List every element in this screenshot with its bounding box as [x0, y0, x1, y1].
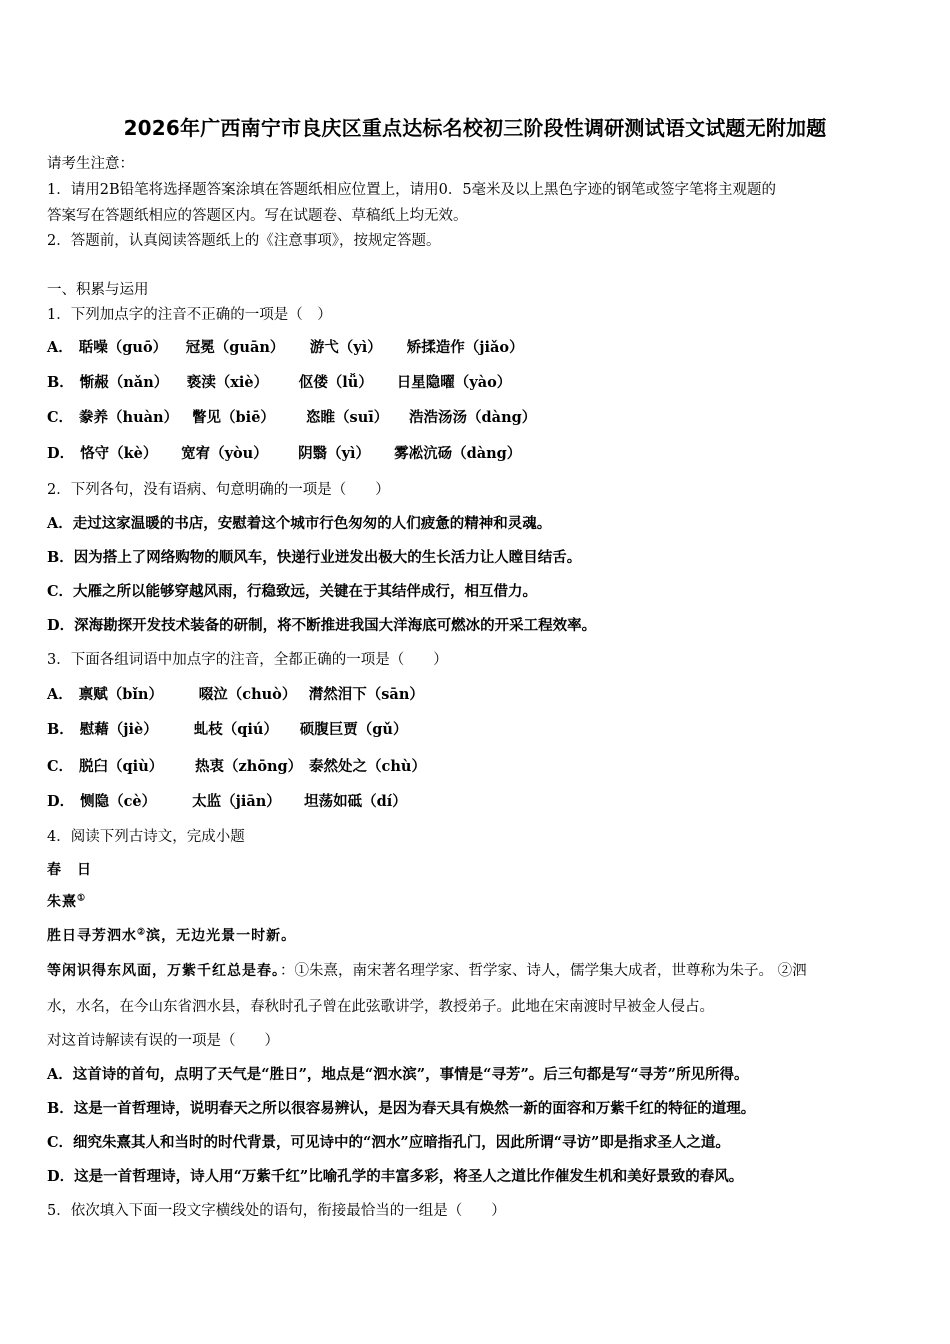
option-key: A． [47, 686, 73, 703]
poem-text: 滨，无边光景一时新。 [146, 928, 297, 944]
section-heading: 一、积累与运用 [47, 282, 149, 298]
q1-option-b [47, 371, 511, 392]
q4-option-c: C．细究朱熹其人和当时的时代背景，可见诗中的“泗水”应暗指孔门，因此所谓“寻访”即是指求圣人之道。 [47, 1134, 730, 1151]
option-key: B． [47, 721, 74, 738]
option-item: 阴翳（yì） [298, 445, 371, 462]
poem-line-2-with-notes [47, 959, 807, 980]
option-item: 矫揉造作（jiǎo） [406, 339, 524, 356]
option-key: D． [47, 445, 75, 462]
q5-stem: 5．依次填入下面一段文字横线处的语句，衔接最恰当的一组是（ ） [47, 1203, 506, 1219]
option-key: C． [47, 758, 74, 775]
q3-option-d [47, 790, 407, 811]
option-item: 太监（jiān） [192, 793, 281, 810]
option-item: 泰然处之（chù） [309, 758, 426, 775]
q4-option-b: B．这是一首哲理诗，说明春天之所以很容易辨认，是因为春天具有焕然一新的面容和万紫千红的特征的道理。 [47, 1100, 756, 1117]
option-item: 日星隐曜（yào） [396, 374, 512, 391]
q2-option-c: C．大雁之所以能够穿越风雨，行稳致远，关键在于其结伴成行，相互借力。 [47, 583, 538, 600]
poem-author [47, 891, 86, 911]
option-item: 豢养（huàn） [79, 409, 179, 426]
q2-option-a: A．走过这家温暖的书店，安慰着这个城市行色匆匆的人们疲惫的精神和灵魂。 [47, 515, 552, 532]
option-key: C． [47, 409, 74, 426]
option-item: 恣睢（suī） [306, 409, 389, 426]
notice-heading: 请考生注意： [47, 156, 134, 172]
option-key: B． [47, 374, 74, 391]
option-item: 啜泣（chuò） [198, 686, 297, 703]
option-item: 游弋（yì） [309, 339, 382, 356]
q3-option-b [47, 718, 407, 739]
q3-option-a [47, 683, 424, 704]
option-item: 宽宥（yòu） [181, 445, 268, 462]
q4-stem: 4．阅读下列古诗文，完成小题 [47, 829, 245, 845]
page-title: 2026年广西南宁市良庆区重点达标名校初三阶段性调研测试语文试题无附加题 [123, 116, 827, 140]
q1-stem: 1．下列加点字的注音不正确的一项是（ ） [47, 307, 332, 323]
option-item: 惭赧（nǎn） [79, 374, 169, 391]
option-item: 硕腹巨贾（gǔ） [299, 721, 408, 738]
option-item: 虬枝（qiú） [193, 721, 278, 738]
q4-option-d: D．这是一首哲理诗，诗人用“万紫千红”比喻孔学的丰富多彩，将圣人之道比作催发生机和美好景致的春风。 [47, 1168, 744, 1185]
annotation-text: ：①朱熹，南宋著名理学家、哲学家、诗人，儒学集大成者，世尊称为朱子。 ②泗 [280, 963, 807, 979]
option-item: 慰藉（jiè） [79, 721, 158, 738]
q4-ask: 对这首诗解读有误的一项是（ ） [47, 1033, 279, 1049]
poem-title: 春 日 [47, 862, 92, 878]
q4-option-a: A．这首诗的首句，点明了天气是“胜日”，地点是“泗水滨”，事情是“寻芳”。后三句都是写“寻芳”所见所得。 [47, 1066, 749, 1083]
poem-author-name: 朱熹 [47, 894, 77, 910]
option-item: 聒噪（guō） [78, 339, 168, 356]
option-item: 坦荡如砥（dí） [304, 793, 407, 810]
option-item: 瞥见（biē） [192, 409, 275, 426]
notice-line-2: 2．答题前，认真阅读答题纸上的《注意事项》，按规定答题。 [47, 233, 441, 249]
option-item: 热衷（zhōng） [195, 758, 303, 775]
option-item: 禀赋（bǐn） [78, 686, 163, 703]
option-item: 恪守（kè） [80, 445, 158, 462]
notice-line-1b: 答案写在答题纸相应的答题区内。写在试题卷、草稿纸上均无效。 [47, 208, 468, 224]
option-item: 伛偻（lǚ） [298, 374, 373, 391]
poem-text: 胜日寻芳泗水 [47, 928, 137, 944]
option-item: 冠冕（guān） [185, 339, 285, 356]
option-item: 潸然泪下（sān） [308, 686, 424, 703]
option-item: 浩浩汤汤（dàng） [409, 409, 537, 426]
q3-stem: 3．下面各组词语中加点字的注音，全都正确的一项是（ ） [47, 652, 448, 668]
poem-text: 等闲识得东风面，万紫千红总是春。 [47, 963, 280, 979]
annotation-line-2: 水，水名，在今山东省泗水县，春秋时孔子曾在此弦歌讲学，教授弟子。此地在宋南渡时早被金人侵占。 [47, 999, 714, 1015]
option-item: 亵渎（xiè） [186, 374, 269, 391]
option-key: A． [47, 339, 73, 356]
q3-option-c [47, 755, 426, 776]
option-item: 恻隐（cè） [80, 793, 157, 810]
q2-option-b: B．因为搭上了网络购物的顺风车，快递行业迸发出极大的生长活力让人瞠目结舌。 [47, 549, 582, 566]
footnote-marker: ② [137, 927, 147, 938]
option-key: D． [47, 793, 75, 810]
q1-option-c [47, 406, 536, 427]
footnote-marker: ① [77, 893, 87, 904]
q2-stem: 2．下列各句，没有语病、句意明确的一项是（ ） [47, 482, 390, 498]
notice-line-1a: 1．请用2B铅笔将选择题答案涂填在答题纸相应位置上，请用0．5毫米及以上黑色字迹的钢笔或签字笔将主观题的 [47, 182, 777, 198]
option-item: 脱臼（qiù） [79, 758, 164, 775]
option-item: 雾凇沆砀（dàng） [394, 445, 522, 462]
poem-line-1 [47, 925, 296, 945]
q1-option-a [47, 336, 524, 357]
q2-option-d: D．深海勘探开发技术装备的研制，将不断推进我国大洋海底可燃冰的开采工程效率。 [47, 617, 597, 634]
q1-option-d [47, 442, 521, 463]
